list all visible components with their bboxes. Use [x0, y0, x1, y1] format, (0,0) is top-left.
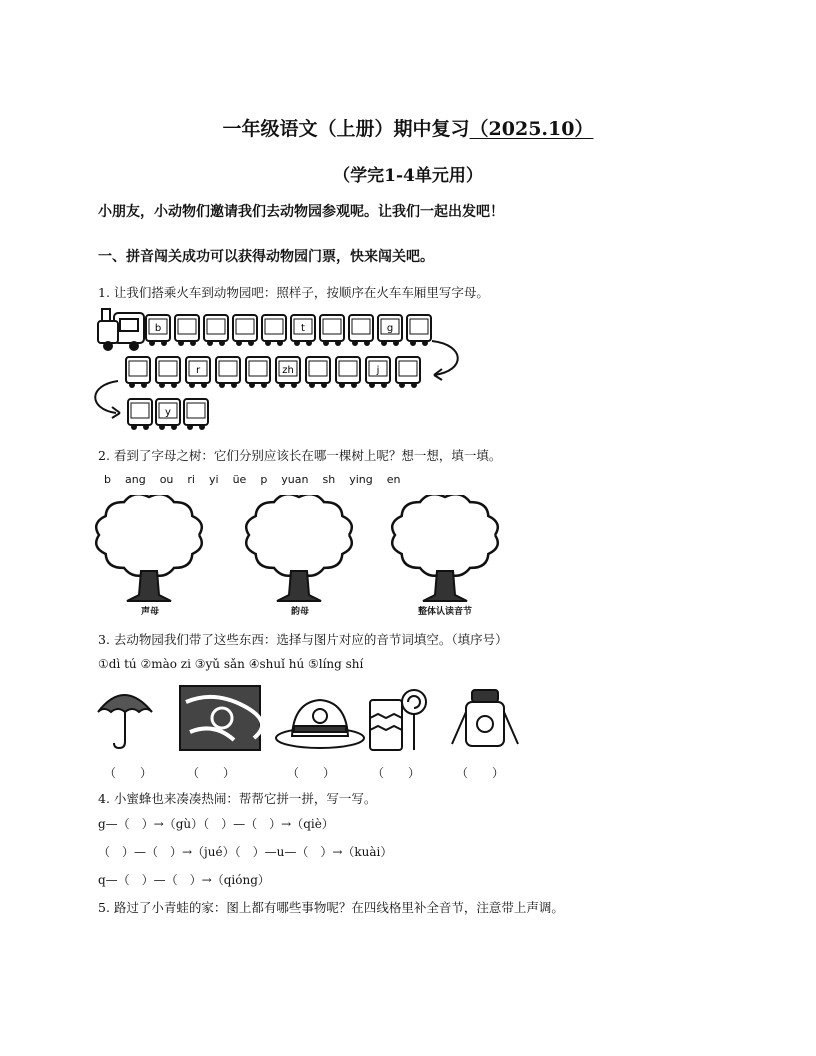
train-car	[291, 315, 315, 346]
water-bottle-icon	[452, 690, 518, 746]
train-car-letter: t	[301, 323, 305, 334]
section-heading-1: 一、拼音闯关成功可以获得动物园门票，快来闯关吧。	[98, 249, 434, 265]
train-car	[184, 399, 208, 430]
train-car	[378, 315, 402, 346]
spelling-row-3[interactable]: q—（ ）—（ ）→（qióng）	[98, 873, 270, 887]
pinyin-letter: üe	[232, 473, 247, 486]
snacks-icon	[370, 690, 426, 750]
pinyin-letter: b	[104, 473, 111, 486]
train-car	[175, 315, 199, 346]
train-car-letter: r	[195, 365, 201, 376]
map-icon	[180, 686, 262, 750]
answer-blank-5[interactable]: （ ）	[456, 766, 505, 780]
pinyin-letter: yi	[208, 473, 219, 486]
train-car	[336, 357, 360, 388]
train-car	[246, 357, 270, 388]
spelling-row-2[interactable]: （ ）—（ ）→（jué）（ ）—u—（ ）→（kuài）	[98, 845, 393, 859]
train-illustration	[94, 305, 474, 435]
train-car	[366, 357, 390, 388]
train-car	[204, 315, 228, 346]
pinyin-letter: en	[386, 473, 401, 486]
train-car	[233, 315, 257, 346]
pinyin-letter-list	[104, 473, 414, 486]
tree-label-initials: 声母	[140, 607, 159, 617]
train-car-letter: zh	[282, 365, 294, 376]
answer-blank-1[interactable]: （ ）	[104, 766, 153, 780]
question-2: 2. 看到了字母之树：它们分别应该长在哪一棵树上呢？想一想，填一填。	[98, 448, 502, 463]
question-1: 1. 让我们搭乘火车到动物园吧：照样子，按顺序在火车车厢里写字母。	[98, 285, 489, 300]
syllable-options: ①dì tú ②mào zi ③yǔ sǎn ④shuǐ hú ⑤líng shí	[98, 657, 364, 671]
train-car	[186, 357, 210, 388]
spelling-row-1[interactable]: g—（ ）→（gù）（ ）—（ ）→（qiè）	[98, 817, 334, 831]
train-car	[262, 315, 286, 346]
pinyin-letter: yuan	[281, 473, 309, 486]
train-car	[146, 315, 170, 346]
letter-tree	[246, 495, 352, 601]
letter-tree	[96, 495, 202, 601]
pinyin-letter: ou	[159, 473, 174, 486]
train-car	[407, 315, 431, 346]
train-car	[128, 399, 152, 430]
question-5: 5. 路过了小青蛙的家：图上都有哪些事物呢？在四线格里补全音节，注意带上声调。	[98, 900, 564, 915]
train-car	[306, 357, 330, 388]
pinyin-letter: sh	[322, 473, 336, 486]
answer-blank-2[interactable]: （ ）	[187, 766, 236, 780]
page-subtitle: （学完1-4单元用）	[333, 166, 483, 186]
train-car	[216, 357, 240, 388]
title-main: 一年级语文（上册）期中复习	[222, 118, 470, 140]
train-car	[320, 315, 344, 346]
train-car-letter: j	[376, 365, 380, 376]
intro-text: 小朋友，小动物们邀请我们去动物园参观呢。让我们一起出发吧！	[98, 204, 504, 220]
train-car	[156, 357, 180, 388]
train-car	[349, 315, 373, 346]
item-pictures	[94, 682, 534, 754]
tree-label-whole-syllables: 整体认读音节	[417, 607, 472, 617]
letter-tree	[392, 495, 498, 601]
curve-arrow-right	[432, 341, 458, 375]
train-car-letter: b	[154, 323, 162, 334]
hat-icon	[276, 700, 364, 748]
train-engine	[98, 309, 144, 350]
answer-blank-3[interactable]: （ ）	[287, 766, 336, 780]
train-car-letter: y	[165, 407, 171, 418]
page-title	[0, 114, 816, 141]
question-3: 3. 去动物园我们带了这些东西：选择与图片对应的音节词填空。（填序号）	[98, 632, 508, 647]
tree-label-finals: 韵母	[290, 607, 309, 617]
question-4: 4. 小蜜蜂也来凑凑热闹：帮帮它拼一拼，写一写。	[98, 791, 377, 806]
title-date: （2025.10）	[469, 118, 594, 140]
pinyin-letter: ri	[187, 473, 195, 486]
train-car	[396, 357, 420, 388]
train-car	[276, 357, 300, 388]
pinyin-letter: p	[260, 473, 268, 486]
answer-blank-4[interactable]: （ ）	[372, 766, 421, 780]
letter-trees	[94, 495, 514, 610]
pinyin-letter: ying	[349, 473, 373, 486]
pinyin-letter: ang	[124, 473, 146, 486]
train-car-letter: g	[386, 323, 394, 334]
train-car	[156, 399, 180, 430]
train-car	[126, 357, 150, 388]
umbrella-icon	[98, 695, 152, 748]
